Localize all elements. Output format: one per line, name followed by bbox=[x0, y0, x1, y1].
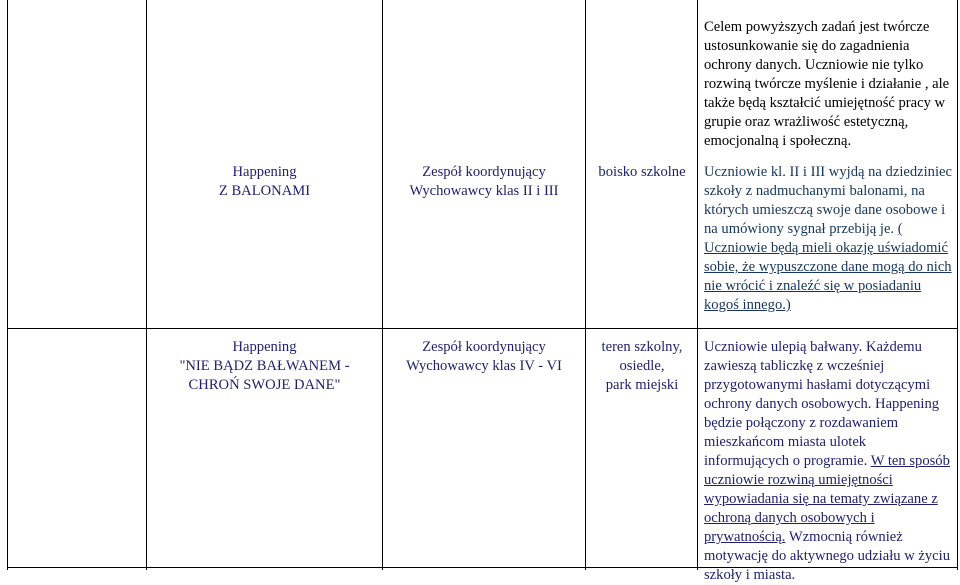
column-divider-3 bbox=[585, 0, 586, 570]
column-divider-2 bbox=[382, 0, 383, 570]
row1-event-title: Z BALONAMI bbox=[218, 183, 311, 199]
row2-event-title-1: "NIE BĄDZ BAŁWANEM - bbox=[179, 358, 350, 374]
row2-place-3: park miejski bbox=[605, 377, 679, 393]
row1-coordinators-cell bbox=[384, 163, 584, 201]
row2-event-type: Happening bbox=[232, 339, 297, 355]
column-divider-4 bbox=[697, 0, 698, 570]
row2-event-title-2: CHROŃ SWOJE DANE" bbox=[188, 377, 341, 393]
row1-event-type: Happening bbox=[232, 164, 297, 180]
row1-place-cell bbox=[587, 163, 697, 182]
row0-description-cell bbox=[704, 18, 954, 151]
table-border-right bbox=[957, 0, 958, 570]
row2-description-part2: W ten sposób uczniowie rozwiną umiejętności wypowiadania się na tematy związane z ochroną danych osobowych i prywatnością. bbox=[704, 453, 950, 545]
row2-coordinators-label: Zespół koordynujący bbox=[422, 339, 546, 355]
row2-coordinators-classes: Wychowawcy klas IV - VI bbox=[406, 358, 562, 374]
row2-event-cell bbox=[148, 338, 381, 395]
row-divider-1 bbox=[7, 328, 958, 329]
row2-coordinators-cell bbox=[384, 338, 584, 376]
table-border-left bbox=[7, 0, 8, 570]
column-divider-1 bbox=[146, 0, 147, 570]
row1-coordinators-classes: Wychowawcy klas II i III bbox=[409, 183, 559, 199]
row1-event-cell bbox=[148, 163, 381, 201]
row0-description: Celem powyższych zadań jest twórcze ustosunkowanie się do zagadnienia ochrony danych. Uczniowie nie tylko rozwiną twórcze myślenie i działanie , ale także będą kształcić umiejętność pracy w grupie oraz wrażliwość estetyczną, emocjonalną i społeczną. bbox=[704, 19, 950, 149]
row2-place-1: teren szkolny, bbox=[601, 339, 683, 355]
row1-description-main: Uczniowie kl. II i III wyjdą na dziedziniec szkoły z nadmuchanymi balonami, na których umieszczą swoje dane osobowe i na umówiony sygnał przebiją je. bbox=[704, 164, 952, 237]
row2-place-2: osiedle, bbox=[619, 358, 665, 374]
row1-description-cell bbox=[704, 163, 954, 315]
row1-description-note: ( Uczniowie będą mieli okazję uświadomić sobie, że wypuszczone dane mogą do nich nie wrócić i znaleźć się w posiadaniu kogoś innego.) bbox=[704, 221, 952, 313]
row2-description-part3: Wzmocnią również motywację do aktywnego udziału w życiu szkoły i miasta. bbox=[704, 529, 950, 583]
row2-description-cell bbox=[704, 338, 954, 585]
row1-coordinators-label: Zespół koordynujący bbox=[422, 164, 546, 180]
row1-place: boisko szkolne bbox=[598, 164, 686, 180]
row2-description-part1: Uczniowie ulepią bałwany. Każdemu zawieszą tabliczkę z wcześniej przygotowanymi hasłami dotyczącymi ochrony danych osobowych. Happening będzie połączony z rozdawaniem mieszkańcom miasta ulotek informujących o programie. bbox=[704, 339, 940, 469]
row2-place-cell bbox=[587, 338, 697, 395]
